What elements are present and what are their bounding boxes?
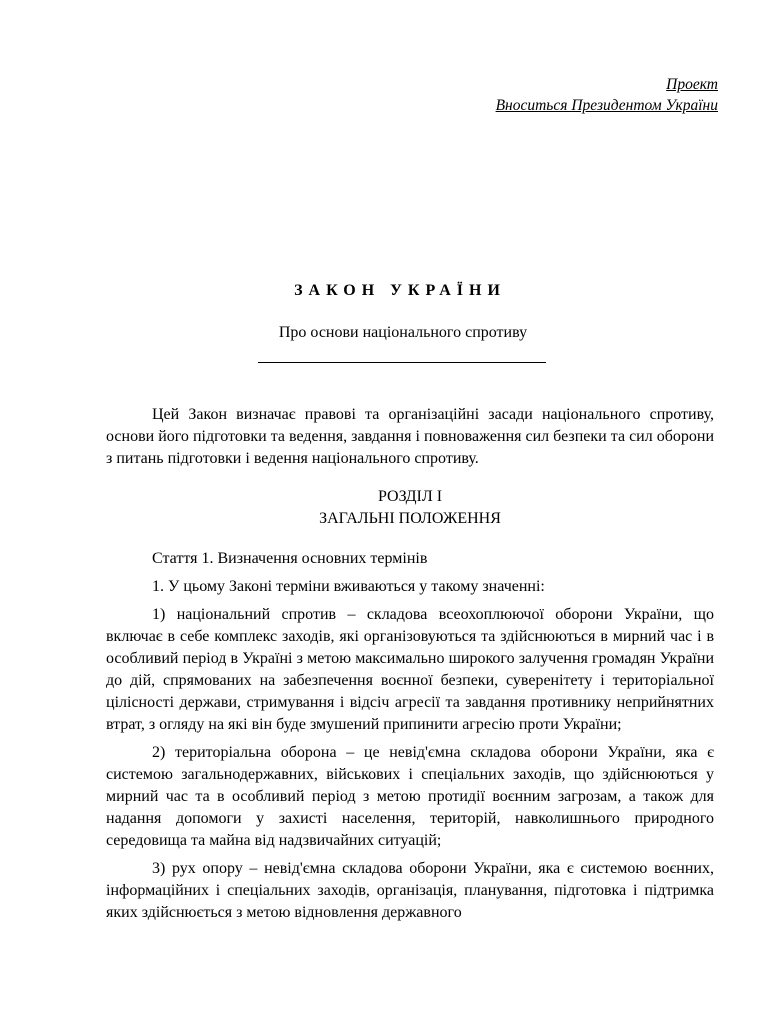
draft-note — [496, 74, 718, 116]
article-item: 2) територіальна оборона – це невід'ємна складова оборони України, яка є системою загальнодержавних, військових і спеціальних заходів, що здійснюються у мирний час та в особливий період з метою протидії воєнним загрозам, а також для надання допомоги у захисті населення, територій, навколишнього природного середовища та майна від надзвичайних ситуацій; — [106, 744, 714, 849]
subtitle-underline — [258, 362, 546, 363]
article-item: 1) національний спротив – складова всеохоплюючої оборони України, що включає в себе комплекс заходів, які організовуються та здійснюються в мирний час і в особливий період в Україні з метою максимально широкого залучення громадян України до дій, спрямованих на забезпечення воєнної безпеки, суверенітету і територіальної цілісності держави, стримування і відсіч агресії та завдання противнику неприйнятних втрат, з огляду на які він буде змушений припинити агресію проти України; — [106, 606, 714, 733]
draft-label: Проект — [666, 76, 718, 93]
submitted-by-label: Вноситься Президентом України — [495, 97, 718, 114]
section-number: РОЗДІЛ І — [377, 488, 443, 505]
section-name: ЗАГАЛЬНІ ПОЛОЖЕННЯ — [319, 510, 501, 527]
law-title: ЗАКОН УКРАЇНИ — [294, 282, 506, 299]
intro-paragraph: Цей Закон визначає правові та організаційні засади національного спротиву, основи його підготовки та ведення, завдання і повноваження сил безпеки та сил оборони з питань підготовки і ведення національного спротиву. — [106, 406, 714, 467]
article-item: 3) рух опору – невід'ємна складова оборони України, яка є системою воєнних, інформаційних і спеціальних заходів, організація, планування, підготовка і підтримка яких здійснюється з метою відновлення державного — [106, 860, 714, 921]
document-body — [106, 404, 714, 930]
section-heading — [106, 486, 714, 530]
article-item: 1. У цьому Законі терміни вживаються у такому значенні: — [152, 578, 545, 595]
law-subtitle: Про основи національного спротиву — [278, 324, 528, 341]
article-title: Стаття 1. Визначення основних термінів — [152, 550, 428, 567]
